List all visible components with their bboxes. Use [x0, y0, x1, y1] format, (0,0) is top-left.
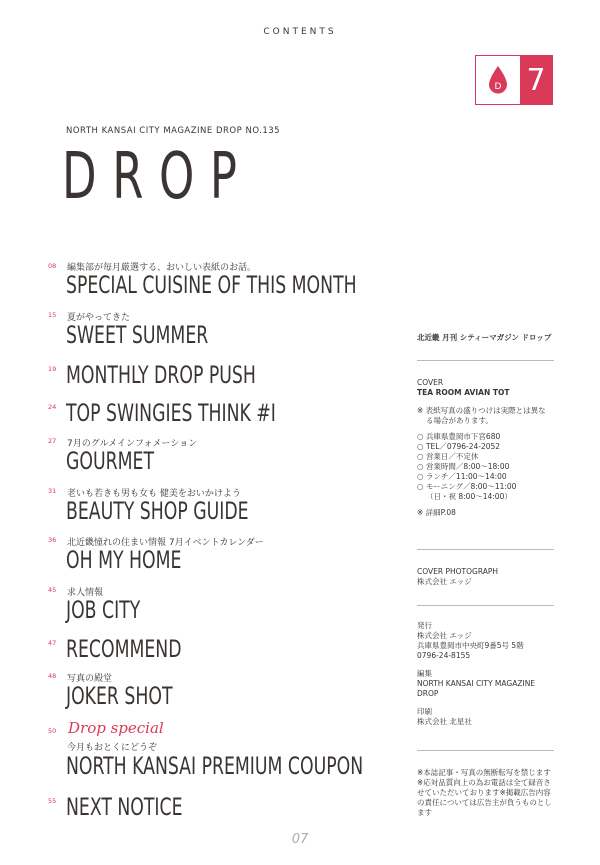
toc-title: SWEET SUMMER — [66, 321, 209, 349]
toc-subtitle: 7月のグルメインフォメーション — [67, 439, 198, 449]
toc-title: MONTHLY DROP PUSH — [66, 361, 256, 389]
contents-heading: CONTENTS — [263, 27, 337, 37]
editor-name: DROP — [417, 689, 439, 698]
detail-reference: ※ 詳細P.08 — [417, 508, 456, 517]
divider — [417, 549, 554, 550]
cover-note: る場合があります。 — [426, 416, 493, 425]
toc-page-number: 36 — [48, 536, 57, 544]
issue-badge — [475, 55, 553, 105]
info-item: ○ 営業時間／8:00～18:00 — [417, 462, 510, 471]
divider — [417, 605, 554, 606]
cover-label: COVER — [417, 378, 444, 387]
toc-subtitle: 今月もおとくにどうぞ — [67, 743, 158, 753]
toc-page-number: 08 — [48, 262, 57, 270]
publisher-block — [417, 621, 554, 727]
cover-block — [417, 378, 554, 518]
toc-page-number: 27 — [48, 437, 57, 445]
divider — [417, 360, 554, 361]
toc-subtitle: 求人情報 — [67, 588, 104, 598]
toc-page-number: 50 — [48, 727, 57, 735]
toc-title: BEAUTY SHOP GUIDE — [66, 497, 249, 525]
toc-page-number: 47 — [48, 639, 57, 647]
drop-logo-icon — [476, 56, 520, 104]
photo-credit — [417, 567, 554, 587]
notice-line: ※応対品質向上の為お電話は全て録音さ — [417, 778, 551, 787]
publisher-tel: 0796-24-8155 — [417, 651, 471, 660]
badge-letter: D — [494, 82, 502, 92]
cover-name: TEA ROOM AVIAN TOT — [417, 388, 510, 397]
toc-title: GOURMET — [66, 447, 154, 475]
publication-name: 北近畿 月刊 シティーマガジン ドロップ — [417, 333, 552, 342]
info-item: ○ 営業日／不定休 — [417, 452, 479, 461]
info-item: ○ ランチ／11:00～14:00 — [417, 472, 507, 481]
toc-script-label: Drop special — [68, 719, 164, 737]
toc-title: RECOMMEND — [66, 635, 182, 663]
info-item: ○ 兵庫県豊岡市下宮680 — [417, 432, 501, 441]
toc-subtitle: 夏がやってきた — [67, 313, 131, 323]
notice-line: ます — [417, 808, 432, 817]
editor-label: 編集 — [417, 669, 432, 678]
toc-title: TOP SWINGIES THINK #I — [66, 399, 276, 427]
toc-subtitle: 写真の殿堂 — [67, 674, 113, 684]
toc-page-number: 15 — [48, 311, 57, 319]
notice-line: せていただいております※掲載広告内容 — [417, 788, 551, 797]
page-number: 07 — [291, 832, 309, 847]
toc-page-number: 48 — [48, 672, 57, 680]
legal-notice — [417, 768, 554, 818]
photo-label: COVER PHOTOGRAPH — [417, 567, 499, 576]
toc-page-number: 24 — [48, 403, 57, 411]
cover-note: ※ 表紙写真の盛りつけは実際とは異な — [417, 406, 546, 415]
toc-title: OH MY HOME — [66, 546, 182, 574]
photo-company: 株式会社 エッジ — [417, 577, 472, 586]
publisher-label: 発行 — [417, 621, 432, 630]
printer-label: 印刷 — [417, 707, 432, 716]
toc-title: NEXT NOTICE — [66, 793, 183, 821]
issue-number: 7 — [520, 56, 552, 104]
toc-page-number: 45 — [48, 586, 57, 594]
magazine-title: DROP — [62, 140, 253, 214]
publisher-address: 兵庫県豊岡市中央町9番5号 5階 — [417, 641, 524, 650]
divider — [417, 750, 554, 751]
editor-name: NORTH KANSAI CITY MAGAZINE — [417, 679, 536, 688]
toc-title: NORTH KANSAI PREMIUM COUPON — [66, 752, 364, 780]
notice-line: の責任については広告主が負うものとし — [417, 798, 552, 807]
magazine-subtitle: NORTH KANSAI CITY MAGAZINE DROP NO.135 — [66, 126, 281, 136]
info-item: ○ モーニング／8:00～11:00 — [417, 482, 517, 491]
notice-line: ※本誌記事・写真の無断転写を禁じます — [417, 768, 551, 777]
printer-company: 株式会社 北星社 — [417, 717, 472, 726]
toc-subtitle: 老いも若きも男も女も 健美をおいかけよう — [67, 489, 241, 499]
toc-subtitle: 編集部が毎月厳選する、おいしい表紙のお話。 — [67, 263, 257, 273]
toc-title: JOKER SHOT — [66, 682, 173, 710]
toc-page-number: 31 — [48, 487, 57, 495]
drop-shape-icon — [487, 65, 509, 95]
publisher-company: 株式会社 エッジ — [417, 631, 472, 640]
toc-page-number: 19 — [48, 365, 57, 373]
toc-title: JOB CITY — [66, 596, 141, 624]
info-item: （日・祝 8:00～14:00） — [426, 492, 512, 501]
toc-subtitle: 北近畿憧れの住まい情報 7月イベントカレンダー — [67, 538, 264, 548]
info-item: ○ TEL／0796-24-2052 — [417, 442, 501, 451]
toc-page-number: 55 — [48, 797, 57, 805]
toc-title: SPECIAL CUISINE OF THIS MONTH — [66, 271, 357, 299]
